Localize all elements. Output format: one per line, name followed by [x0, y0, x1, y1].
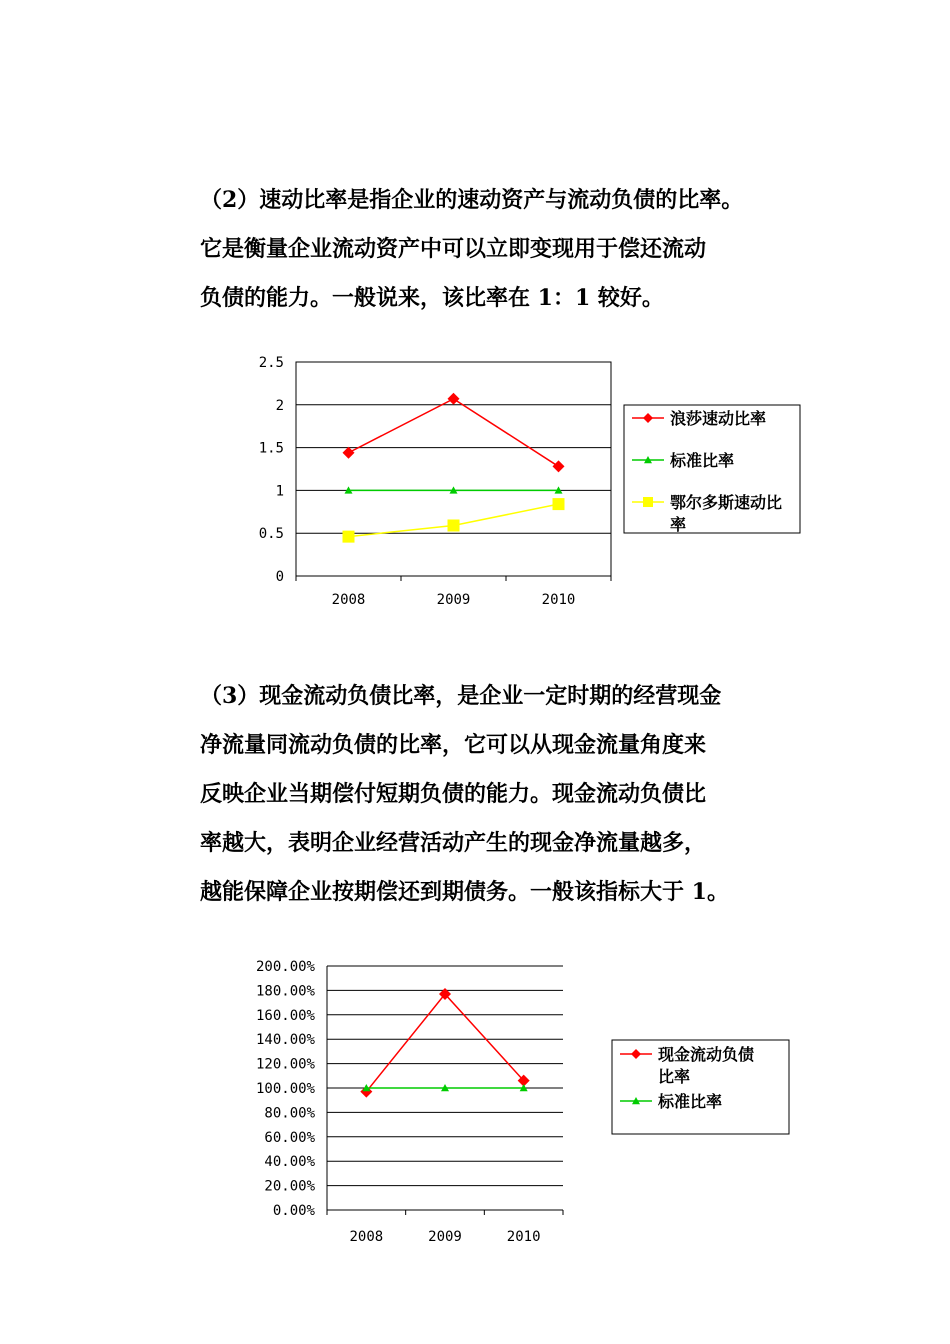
- y-tick-label: 40.00%: [264, 1154, 315, 1171]
- y-tick-label: 100.00%: [255, 1081, 315, 1097]
- y-tick-label: 200.00%: [255, 959, 315, 975]
- y-tick-label: 20.00%: [264, 1178, 315, 1195]
- legend-label-part: 鄂尔多斯速动比: [670, 493, 783, 512]
- y-tick-label: 160.00%: [255, 1007, 315, 1024]
- y-tick-label: 2: [275, 397, 284, 414]
- legend-label: 标准比率: [658, 1092, 723, 1111]
- x-tick-label: 2010: [506, 1229, 541, 1245]
- y-tick-label: 1.5: [258, 440, 284, 457]
- legend-label-part: 比率: [658, 1067, 691, 1086]
- legend-label-part: 率: [670, 515, 687, 534]
- legend: [612, 1040, 789, 1134]
- x-tick-label: 2010: [541, 592, 576, 608]
- paragraph-line: 它是衡量企业流动资产中可以立即变现用于偿还流动: [200, 236, 707, 262]
- data-point: [448, 519, 460, 531]
- quick-ratio-line-chart: [0, 340, 950, 620]
- x-tick-label: 2008: [349, 1229, 384, 1245]
- paragraph-line: 净流量同流动负债的比率，它可以从现金流量角度来: [200, 732, 707, 758]
- paragraph-cash-liability-ratio: [200, 672, 840, 917]
- y-tick-label: 60.00%: [264, 1129, 315, 1146]
- legend-label: 标准比率: [670, 451, 735, 470]
- data-point: [343, 531, 355, 543]
- y-tick-label: 0: [275, 569, 284, 585]
- y-tick-label: 180.00%: [255, 983, 315, 1000]
- y-tick-label: 0.5: [258, 526, 284, 543]
- legend-label: 浪莎速动比率: [670, 409, 767, 428]
- y-tick-label: 0.00%: [272, 1203, 315, 1219]
- y-tick-label: 2.5: [258, 355, 284, 371]
- x-tick-label: 2009: [436, 592, 471, 608]
- paragraph-line: （3）现金流动负债比率，是企业一定时期的经营现金: [200, 683, 722, 709]
- x-tick-label: 2009: [428, 1229, 462, 1245]
- paragraph-line: 反映企业当期偿付短期负债的能力。现金流动负债比: [200, 781, 707, 807]
- legend: [624, 405, 800, 534]
- paragraph-line: 负债的能力。一般说来，该比率在 1：1 较好。: [200, 285, 664, 311]
- y-tick-label: 120.00%: [255, 1056, 315, 1073]
- y-tick-label: 140.00%: [255, 1032, 315, 1049]
- paragraph-quick-ratio: [200, 176, 840, 323]
- data-point: [553, 498, 565, 510]
- y-tick-label: 80.00%: [264, 1105, 315, 1122]
- y-tick-label: 1: [275, 483, 284, 500]
- legend-swatch-marker: [643, 497, 653, 507]
- x-tick-label: 2008: [331, 592, 366, 608]
- cash-liability-ratio-line-chart: [0, 950, 950, 1260]
- paragraph-line: 越能保障企业按期偿还到期债务。一般该指标大于 1。: [200, 879, 729, 905]
- paragraph-line: 率越大，表明企业经营活动产生的现金净流量越多，: [200, 830, 707, 856]
- paragraph-line: （2）速动比率是指企业的速动资产与流动负债的比率。: [200, 187, 744, 213]
- legend-label-part: 现金流动负债: [658, 1045, 755, 1064]
